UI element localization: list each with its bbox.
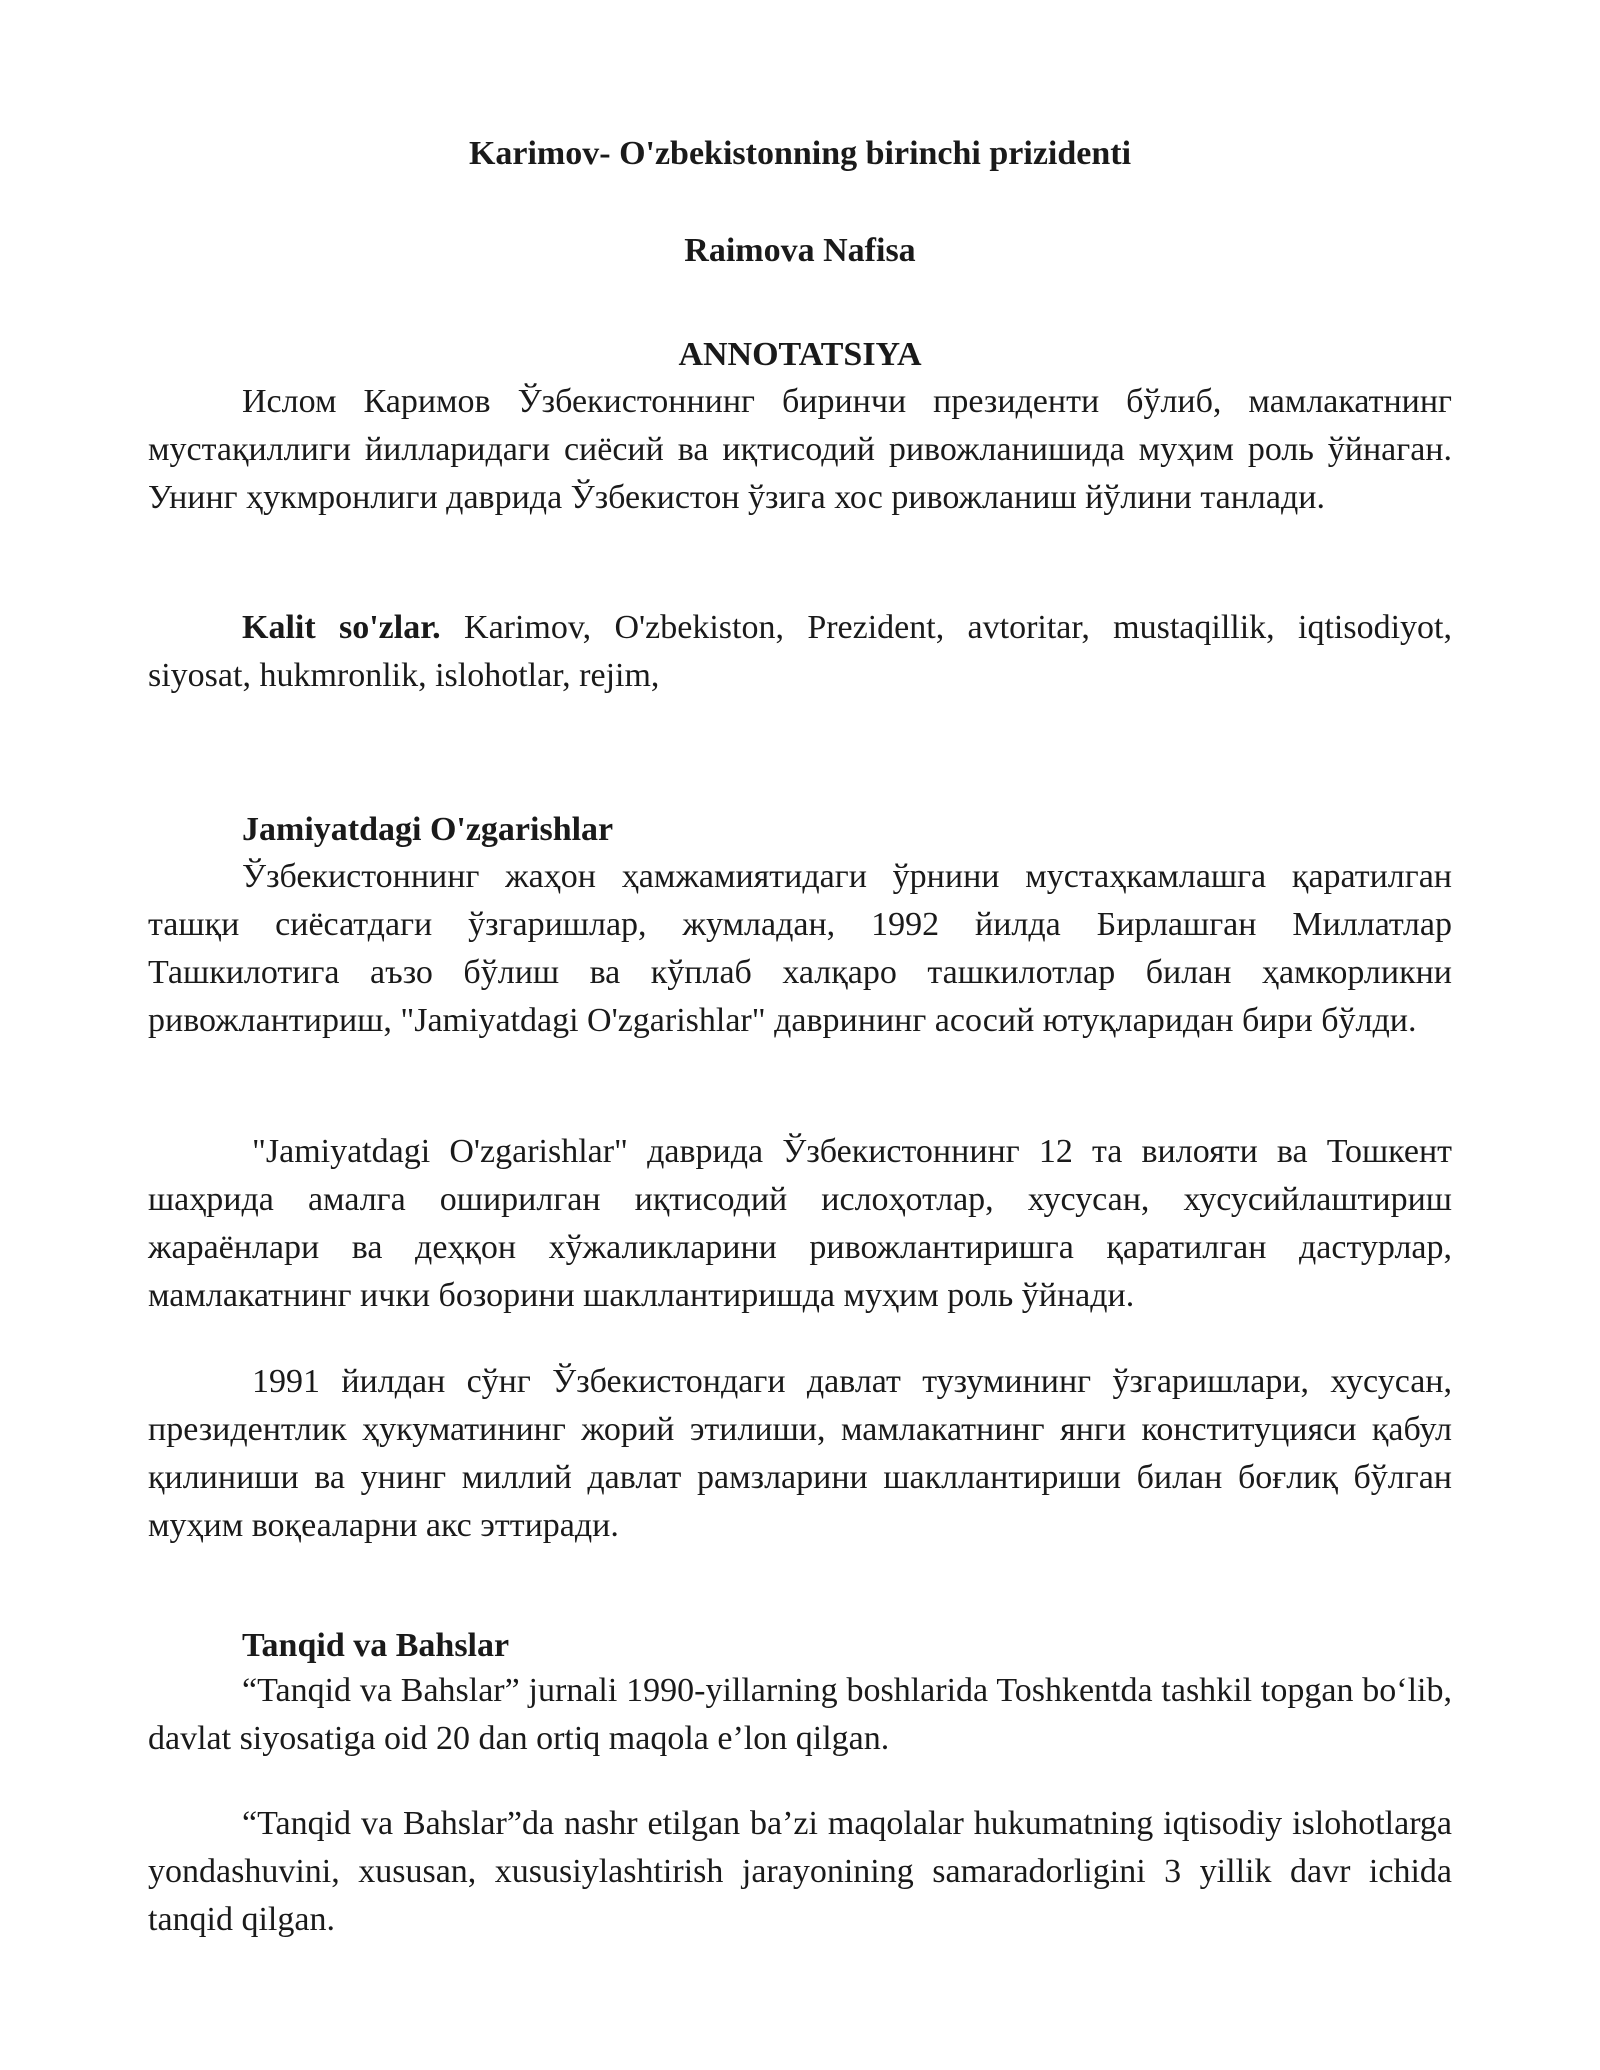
keywords-label: Kalit so'zlar.	[242, 609, 441, 646]
section2-paragraph-1: “Tanqid va Bahslar” jurnali 1990-yillarning boshlarida Toshkentda tashkil topgan bo‘lib, davlat siyosatiga oid 20 dan ortiq maqola e’lon qilgan.	[148, 1672, 1452, 1757]
section-heading-jamiyatdagi: Jamiyatdagi O'zgarishlar	[242, 811, 614, 848]
annotation-heading: ANNOTATSIYA	[678, 336, 922, 373]
keywords-text: Karimov, O'zbekiston, Prezident, avtoritar, mustaqillik, iqtisodiyot, siyosat, hukmronlik, islohotlar, rejim,	[148, 609, 1452, 694]
document-title: Karimov- O'zbekistonning birinchi prizidenti	[468, 135, 1132, 172]
section2-paragraph-2: “Tanqid va Bahslar”da nashr etilgan ba’zi maqolalar hukumatning iqtisodiy islohotlarga yondashuvini, xususan, xususiylashtirish jarayonining samaradorligini 3 yillik davr ichida tanqid qilgan.	[148, 1805, 1452, 1938]
section-heading-tanqid: Tanqid va Bahslar	[242, 1627, 510, 1664]
section1-paragraph-2: "Jamiyatdagi O'zgarishlar" даврида Ўзбекистоннинг 12 та вилояти ва Тошкент шаҳрида амалга оширилган иқтисодий ислоҳотлар, хусусан, хусусийлаштириш жараёнлари ва деҳқон хўжаликларини ривожлантиришга қаратилган дастурлар, мамлакатнинг ички бозорини шакллантиришда муҳим роль ўйнади.	[148, 1133, 1452, 1314]
annotation-text: Ислом Каримов Ўзбекистоннинг биринчи президенти бўлиб, мамлакатнинг мустақиллиги йилларидаги сиёсий ва иқтисодий ривожланишида муҳим роль ўйнаган. Унинг ҳукмронлиги даврида Ўзбекистон ўзига хос ривожланиш йўлини танлади.	[148, 383, 1452, 516]
section1-paragraph-3: 1991 йилдан сўнг Ўзбекистондаги давлат тузумининг ўзгаришлари, хусусан, президентлик ҳукуматининг жорий этилиши, мамлакатнинг янги конституцияси қабул қилиниши ва унинг миллий давлат рамзларини шакллантириши билан боғлиқ бўлган муҳим воқеаларни акс эттиради.	[148, 1363, 1452, 1544]
author-name: Raimova Nafisa	[684, 232, 916, 269]
keywords-paragraph	[148, 604, 1452, 700]
section1-paragraph-1: Ўзбекистоннинг жаҳон ҳамжамиятидаги ўрнини мустаҳкамлашга қаратилган ташқи сиёсатдаги ўзгаришлар, жумладан, 1992 йилда Бирлашган Миллатлар Ташкилотига аъзо бўлиш ва кўплаб халқаро ташкилотлар билан ҳамкорликни ривожлантириш, "Jamiyatdagi O'zgarishlar" даврининг асосий ютуқларидан бири бўлди.	[148, 858, 1452, 1039]
